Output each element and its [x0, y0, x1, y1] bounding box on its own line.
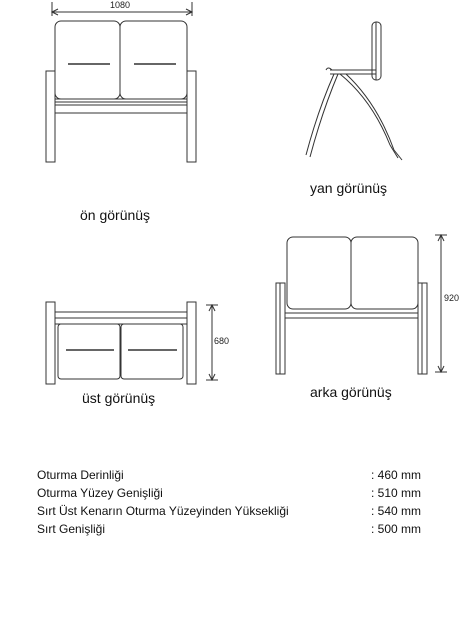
spec-row [37, 520, 437, 538]
side-view-drawing [306, 22, 402, 160]
spec-row [37, 502, 437, 520]
front-view-drawing [46, 2, 196, 162]
spec-value: : 500 mm [371, 522, 422, 536]
back-view-label: arka görünüş [310, 384, 392, 400]
spec-name: Oturma Yüzey Genişliği [37, 486, 163, 500]
spec-name: Oturma Derinliği [37, 468, 124, 482]
spec-value: : 510 mm [371, 486, 422, 500]
spec-list [37, 466, 437, 538]
spec-name: Sırt Üst Kenarın Oturma Yüzeyinden Yüksekliği [37, 504, 289, 518]
back-view-drawing [276, 235, 447, 374]
width-dimension-label: 1080 [110, 0, 131, 10]
spec-value: : 460 mm [371, 468, 422, 482]
front-view-label: ön görünüş [80, 207, 151, 223]
spec-value: : 540 mm [371, 504, 422, 518]
side-view-label: yan görünüş [310, 180, 388, 196]
depth-dimension-label: 680 [214, 336, 230, 346]
spec-row [37, 484, 437, 502]
height-dimension-label: 920 [444, 293, 460, 303]
top-view-label: üst görünüş [82, 390, 156, 406]
spec-row [37, 466, 437, 484]
top-view-drawing [46, 302, 218, 384]
spec-name: Sırt Genişliği [37, 522, 106, 536]
